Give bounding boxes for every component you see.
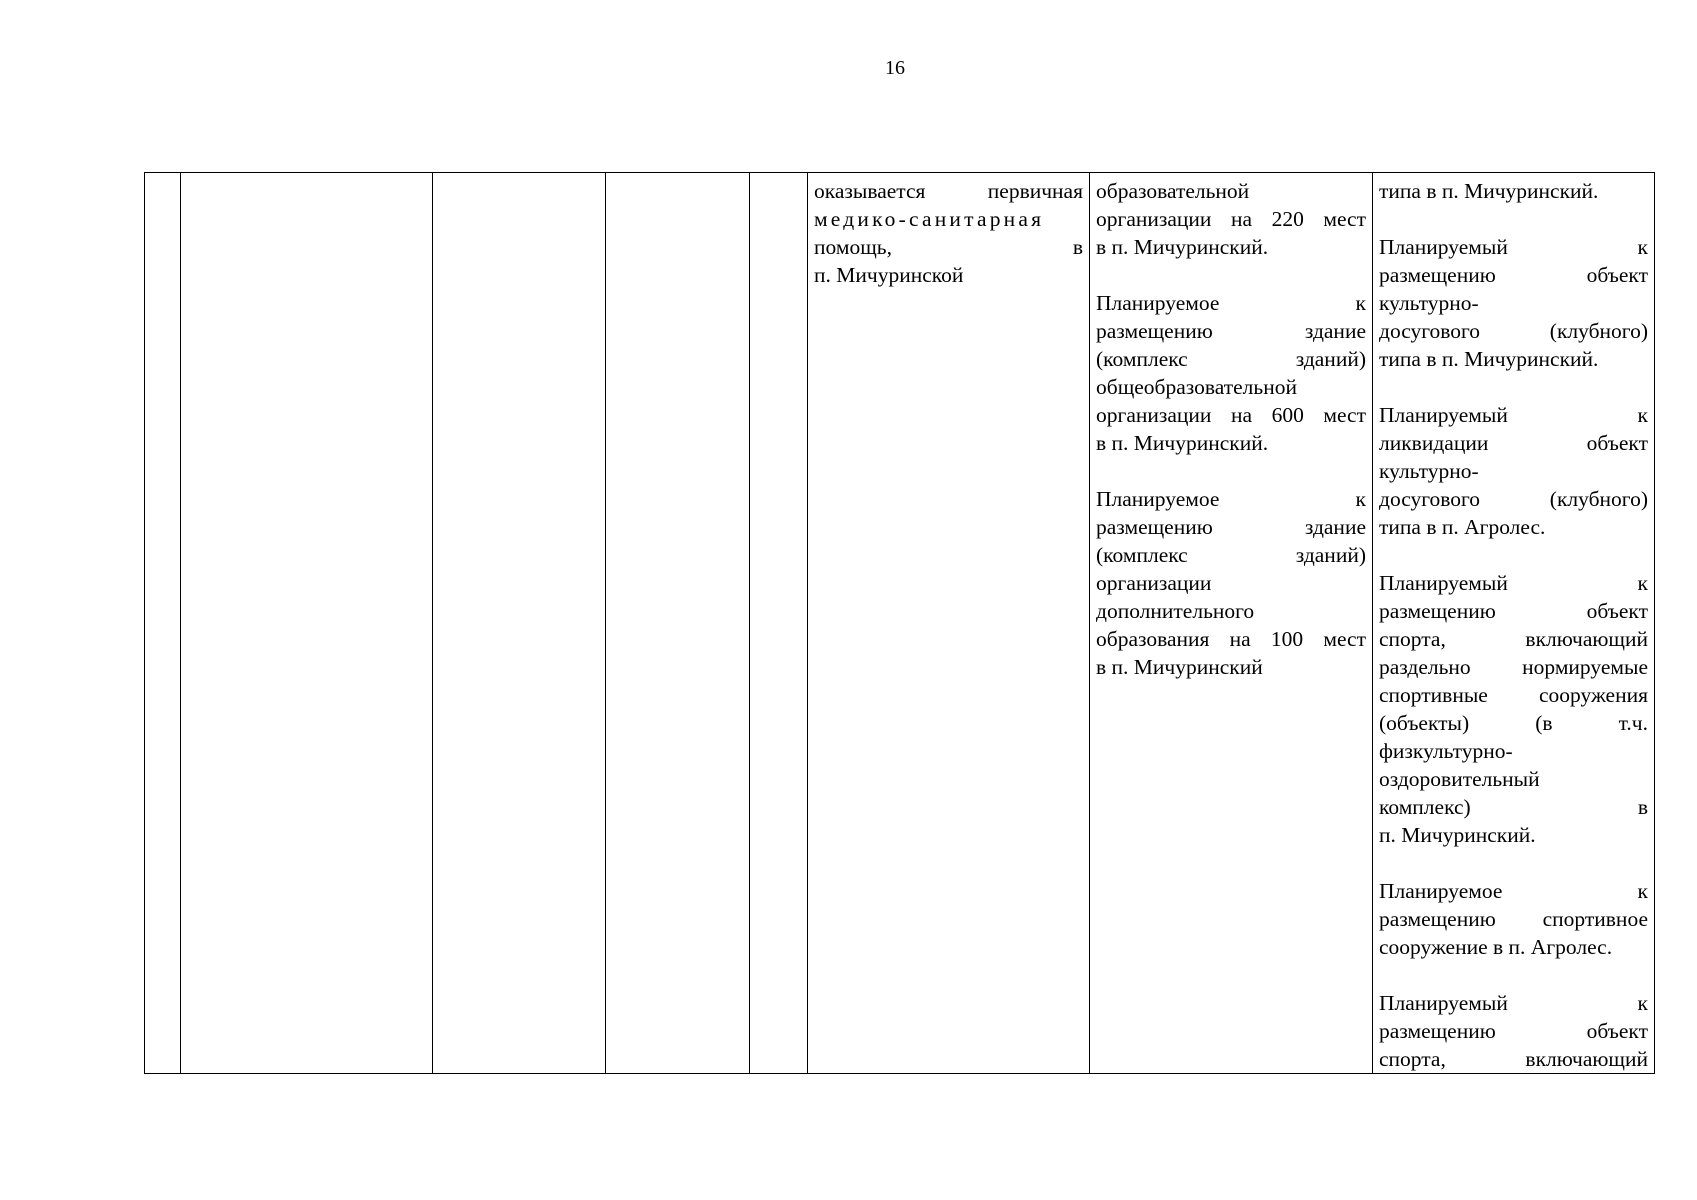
text-line: спорта, включающий: [1379, 1047, 1648, 1071]
text-line: в п. Мичуринский.: [1096, 431, 1269, 455]
text-line: размещению объект: [1379, 263, 1648, 287]
table-cell-col6: [808, 173, 1090, 1074]
table-cell-col4: [606, 173, 750, 1074]
text-line: размещению объект: [1379, 599, 1648, 623]
text-line: типа в п. Мичуринский.: [1379, 179, 1599, 203]
text-line: досугового (клубного): [1379, 487, 1648, 511]
document-table: [144, 172, 1655, 1074]
cell-paragraph: [1379, 177, 1648, 205]
cell-paragraph: [1379, 877, 1648, 961]
cell-paragraph: [814, 177, 1083, 289]
text-line: Планируемое к: [1096, 291, 1366, 315]
text-line: организации на 600 мест: [1096, 403, 1366, 427]
text-line: размещению здание: [1096, 319, 1366, 343]
text-line: оздоровительный: [1379, 767, 1540, 791]
text-line: культурно-: [1379, 291, 1479, 315]
text-line: (объекты) (в т.ч.: [1379, 711, 1648, 735]
cell-paragraph: [1379, 233, 1648, 373]
text-line: Планируемый к: [1379, 991, 1648, 1015]
text-line: ликвидации объект: [1379, 431, 1648, 455]
text-line: сооружение в п. Агролес.: [1379, 935, 1613, 959]
text-line: образовательной: [1096, 179, 1250, 203]
cell-paragraph: [1379, 989, 1648, 1073]
cell-paragraph: [1379, 569, 1648, 849]
cell-paragraph: [1096, 289, 1366, 457]
text-line: Планируемый к: [1379, 235, 1648, 259]
table-cell-col2: [181, 173, 433, 1074]
text-line: спортивные сооружения: [1379, 683, 1648, 707]
text-line: (комплекс зданий): [1096, 543, 1366, 567]
cell-paragraph: [1379, 401, 1648, 541]
text-line: раздельно нормируемые: [1379, 655, 1648, 679]
text-line: в п. Мичуринский.: [1096, 235, 1269, 259]
text-line: медико-санитарная: [814, 207, 1045, 231]
table-cell-col3: [433, 173, 606, 1074]
text-line: Планируемое к: [1379, 879, 1648, 903]
cell-paragraph: [1096, 485, 1366, 681]
text-line: организации на 220 мест: [1096, 207, 1366, 231]
text-line: культурно-: [1379, 459, 1479, 483]
text-line: комплекс) в: [1379, 795, 1648, 819]
text-line: Планируемое к: [1096, 487, 1366, 511]
text-line: спорта, включающий: [1379, 627, 1648, 651]
text-line: физкультурно-: [1379, 739, 1513, 763]
text-line: общеобразовательной: [1096, 375, 1297, 399]
text-line: образования на 100 мест: [1096, 627, 1366, 651]
text-line: дополнительного: [1096, 599, 1255, 623]
page-number: 16: [885, 57, 905, 79]
text-line: п. Мичуринский.: [1379, 823, 1536, 847]
text-line: организации: [1096, 571, 1212, 595]
text-line: типа в п. Агролес.: [1379, 515, 1546, 539]
table-cell-col7: [1090, 173, 1373, 1074]
text-line: типа в п. Мичуринский.: [1379, 347, 1599, 371]
text-line: в п. Мичуринский: [1096, 655, 1263, 679]
text-line: размещению объект: [1379, 1019, 1648, 1043]
text-line: размещению спортивное: [1379, 907, 1648, 931]
text-line: Планируемый к: [1379, 403, 1648, 427]
text-line: (комплекс зданий): [1096, 347, 1366, 371]
text-line: размещению здание: [1096, 515, 1366, 539]
text-line: помощь, в: [814, 235, 1083, 259]
text-line: оказывается первичная: [814, 179, 1083, 203]
table-row: [145, 173, 1655, 1074]
text-line: досугового (клубного): [1379, 319, 1648, 343]
table-cell-col1: [145, 173, 181, 1074]
table-cell-col5: [750, 173, 808, 1074]
cell-paragraph: [1096, 177, 1366, 261]
table-cell-col8: [1373, 173, 1655, 1074]
text-line: п. Мичуринской: [814, 263, 964, 287]
text-line: Планируемый к: [1379, 571, 1648, 595]
